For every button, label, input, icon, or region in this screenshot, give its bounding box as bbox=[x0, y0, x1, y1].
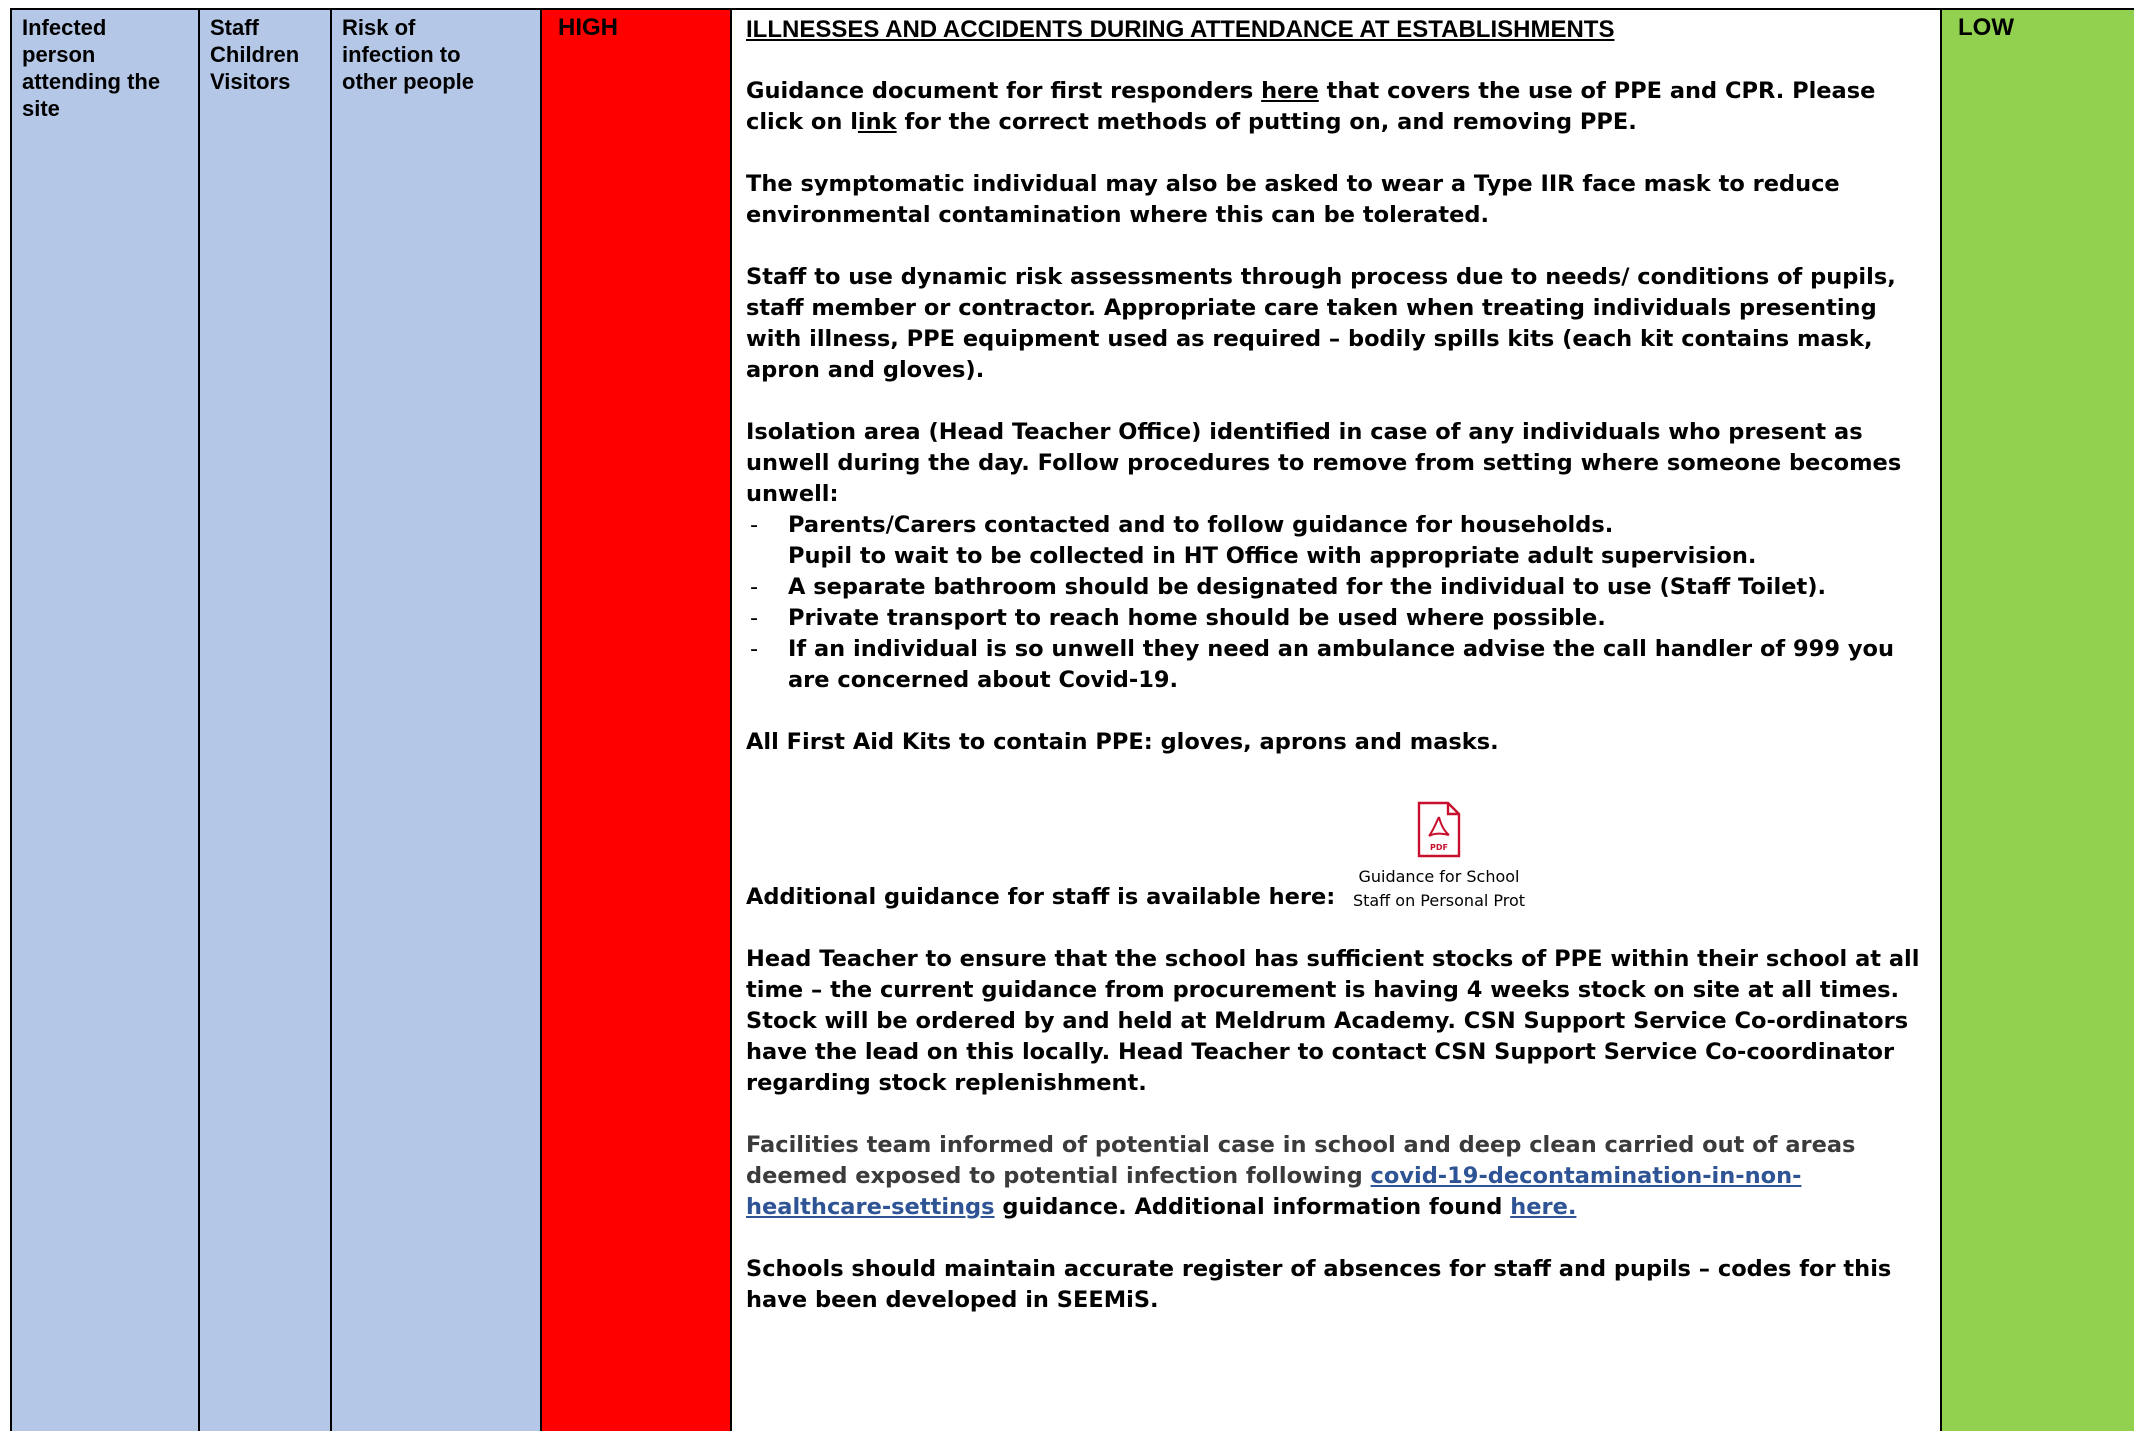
text-run: Parents/Carers contacted and to follow guidance for households. bbox=[788, 512, 1614, 538]
decontamination-guidance-link[interactable]: covid-19-decontamination-in-non-healthcare-settings bbox=[746, 1163, 1802, 1220]
pdf-file-icon bbox=[1416, 801, 1462, 859]
attachment-row bbox=[746, 789, 1926, 913]
text-run: for the correct methods of putting on, and removing PPE. bbox=[896, 109, 1637, 135]
paragraph-isolation-area: Isolation area (Head Teacher Office) identified in case of any individuals who present as unwell during the day. Follow procedures to remove from setting where someone becomes unwell: bbox=[746, 419, 1902, 507]
additional-information-link[interactable]: here. bbox=[1510, 1194, 1577, 1220]
text-run: Pupil to wait to be collected in HT Office with appropriate adult supervision. bbox=[788, 543, 1757, 569]
residual-risk-rating-cell bbox=[1942, 10, 2134, 1431]
paragraph-first-responders bbox=[746, 76, 1926, 138]
persons-at-risk-cell bbox=[200, 10, 332, 1431]
text-run: Guidance document for first responders bbox=[746, 78, 1262, 104]
list-item: - A separate bathroom should be designated for the individual to use (Staff Toilet). bbox=[746, 572, 1926, 603]
paragraph-ppe-stock: Head Teacher to ensure that the school has sufficient stocks of PPE within their school at all time – the current guidance from procurement is having 4 weeks stock on site at all times. Stock will be ordered by and held at Meldrum Academy. CSN Support Service Co-ordinators have the lead on this locally. Head Teacher to contact CSN Support Service Co-coordinator regarding stock replenishment. bbox=[746, 946, 1920, 1096]
initial-risk-rating-cell bbox=[542, 10, 732, 1431]
paragraph-absence-register: Schools should maintain accurate register of absences for staff and pupils – codes for this have been developed in SEEMiS. bbox=[746, 1256, 1892, 1313]
ppe-methods-link[interactable]: ink bbox=[857, 109, 897, 135]
hazard-cell bbox=[12, 10, 200, 1431]
paragraph-first-aid-kits: All First Aid Kits to contain PPE: gloves, aprons and masks. bbox=[746, 729, 1499, 755]
pdf-icon-text: PDF bbox=[1430, 843, 1448, 852]
risk-assessment-row bbox=[10, 8, 2134, 1431]
text-run: guidance. Additional information found bbox=[994, 1194, 1511, 1220]
paragraph-face-mask: The symptomatic individual may also be asked to wear a Type IIR face mask to reduce environmental contamination where this can be tolerated. bbox=[746, 171, 1840, 228]
paragraph-deep-clean bbox=[746, 1130, 1926, 1223]
initial-risk-rating: HIGH bbox=[558, 14, 618, 41]
section-heading: ILLNESSES AND ACCIDENTS DURING ATTENDANCE AT ESTABLISHMENTS bbox=[746, 16, 1615, 43]
control-measures bbox=[746, 14, 1926, 1347]
attachment-name-line1: Guidance for School bbox=[1358, 867, 1520, 886]
pdf-attachment[interactable] bbox=[1334, 801, 1544, 913]
text-run: Facilities team informed of potential case in school and deep clean carried out of areas deemed exposed to potential infection following bbox=[746, 1132, 1856, 1189]
risk-cell bbox=[332, 10, 542, 1431]
risk-text: Risk of infection to other people bbox=[342, 15, 475, 94]
attachment-label: Additional guidance for staff is available here: bbox=[746, 884, 1336, 910]
text-run: that covers the use of PPE and CPR. Please click on l bbox=[746, 78, 1876, 135]
attachment-name-line2: Staff on Personal Prot bbox=[1352, 891, 1526, 910]
residual-risk-rating: LOW bbox=[1958, 14, 2014, 41]
hazard-text: Infected person attending the site bbox=[22, 15, 161, 121]
list-item: - Private transport to reach home should be used where possible. bbox=[746, 603, 1926, 634]
isolation-procedure-list bbox=[746, 510, 1926, 696]
persons-at-risk-text: Staff Children Visitors bbox=[210, 15, 300, 94]
paragraph-dynamic-risk: Staff to use dynamic risk assessments through process due to needs/ conditions of pupils, staff member or contractor. Appropriate care taken when treating individuals presenting with illness, PPE equipment used as required – bodily spills kits (each kit contains mask, apron and gloves). bbox=[746, 264, 1896, 383]
list-item: - If an individual is so unwell they need an ambulance advise the call handler of 999 you are concerned about Covid-19. bbox=[746, 634, 1926, 696]
control-measures-cell bbox=[732, 10, 1942, 1431]
list-item bbox=[746, 510, 1926, 572]
first-responders-link[interactable]: here bbox=[1261, 78, 1319, 104]
